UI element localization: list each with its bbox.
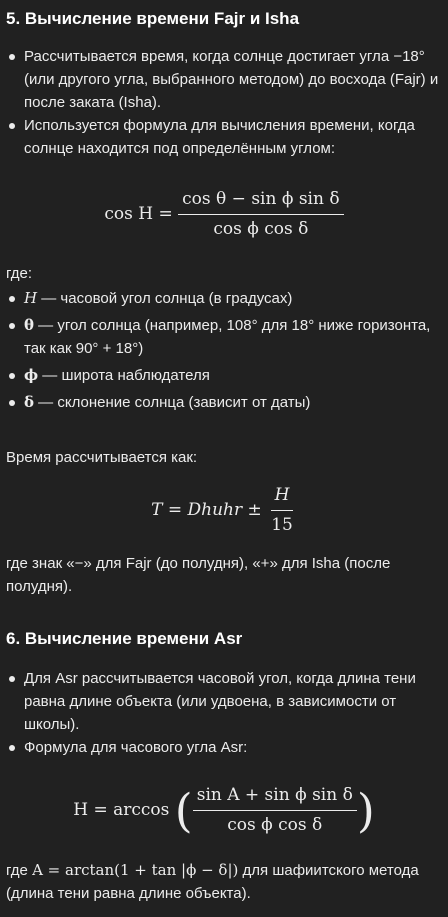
list-item	[6, 364, 440, 387]
math-symbol: ϕ	[24, 366, 39, 384]
list-item: Формула для часового угла Asr:	[6, 736, 440, 759]
formula-lhs: H = arccos	[73, 800, 170, 820]
definition-text: — склонение солнца (зависит от даты)	[34, 394, 311, 411]
formula-numerator: sin A + sin ϕ sin δ	[193, 784, 357, 811]
formula-denominator: 15	[271, 515, 293, 535]
section-5-bullets	[6, 45, 440, 160]
formula-fraction	[267, 484, 297, 537]
formula-time	[0, 484, 448, 537]
math-symbol: δ	[24, 393, 35, 411]
definition-text: — широта наблюдателя	[38, 367, 210, 384]
time-label: Время рассчитывается как:	[6, 449, 198, 466]
formula-fraction	[193, 784, 357, 837]
left-parenthesis: (	[174, 783, 193, 838]
list-item: Для Asr рассчитывается часовой угол, когда длина тени равна длине объекта (или удвоена, в зависимости от школы).	[6, 667, 440, 736]
list-item	[6, 391, 440, 414]
list-item	[6, 314, 440, 360]
formula-lhs: cos H =	[104, 204, 173, 224]
section-6-bullets	[6, 667, 440, 759]
section-5-heading: 5. Вычисление времени Fajr и Isha	[6, 9, 300, 28]
formula-denominator: cos ϕ cos δ	[213, 219, 309, 239]
math-symbol: θ	[24, 316, 35, 334]
sign-note: где знак «−» для Fajr (до полудня), «+» для Isha (после полудня).	[6, 555, 391, 595]
formula-numerator: H	[271, 484, 294, 511]
list-item	[6, 287, 440, 310]
footer-note	[6, 859, 440, 905]
footer-math: A = arctan(1 + tan |ϕ − δ|)	[32, 861, 239, 879]
formula-fraction	[178, 188, 343, 241]
footer-suffix: для шафиитского метода (длина тени равна длине объекта).	[6, 862, 419, 902]
formula-denominator: cos ϕ cos δ	[227, 815, 323, 835]
section-6-heading: 6. Вычисление времени Asr	[6, 629, 243, 648]
formula-arccos	[0, 784, 448, 837]
definition-text: — угол солнца (например, 108° для 18° ниже горизонта, так как 90° + 18°)	[24, 317, 431, 357]
footer-prefix: где	[6, 862, 33, 879]
right-parenthesis: )	[356, 783, 375, 838]
math-symbol: H	[24, 289, 38, 307]
formula-lhs: T = Dhuhr ±	[151, 500, 262, 520]
list-item: Рассчитывается время, когда солнце достигает угла −18° (или другого угла, выбранного методом) до восхода (Fajr) и после заката (Isha).	[6, 45, 440, 114]
formula-numerator: cos θ − sin ϕ sin δ	[178, 188, 343, 215]
formula-cos-h	[0, 188, 448, 241]
list-item: Используется формула для вычисления времени, когда солнце находится под определённым углом:	[6, 114, 440, 160]
definition-text: — часовой угол солнца (в градусах)	[37, 290, 293, 307]
definitions-list	[6, 287, 440, 414]
where-label: где:	[6, 265, 33, 282]
